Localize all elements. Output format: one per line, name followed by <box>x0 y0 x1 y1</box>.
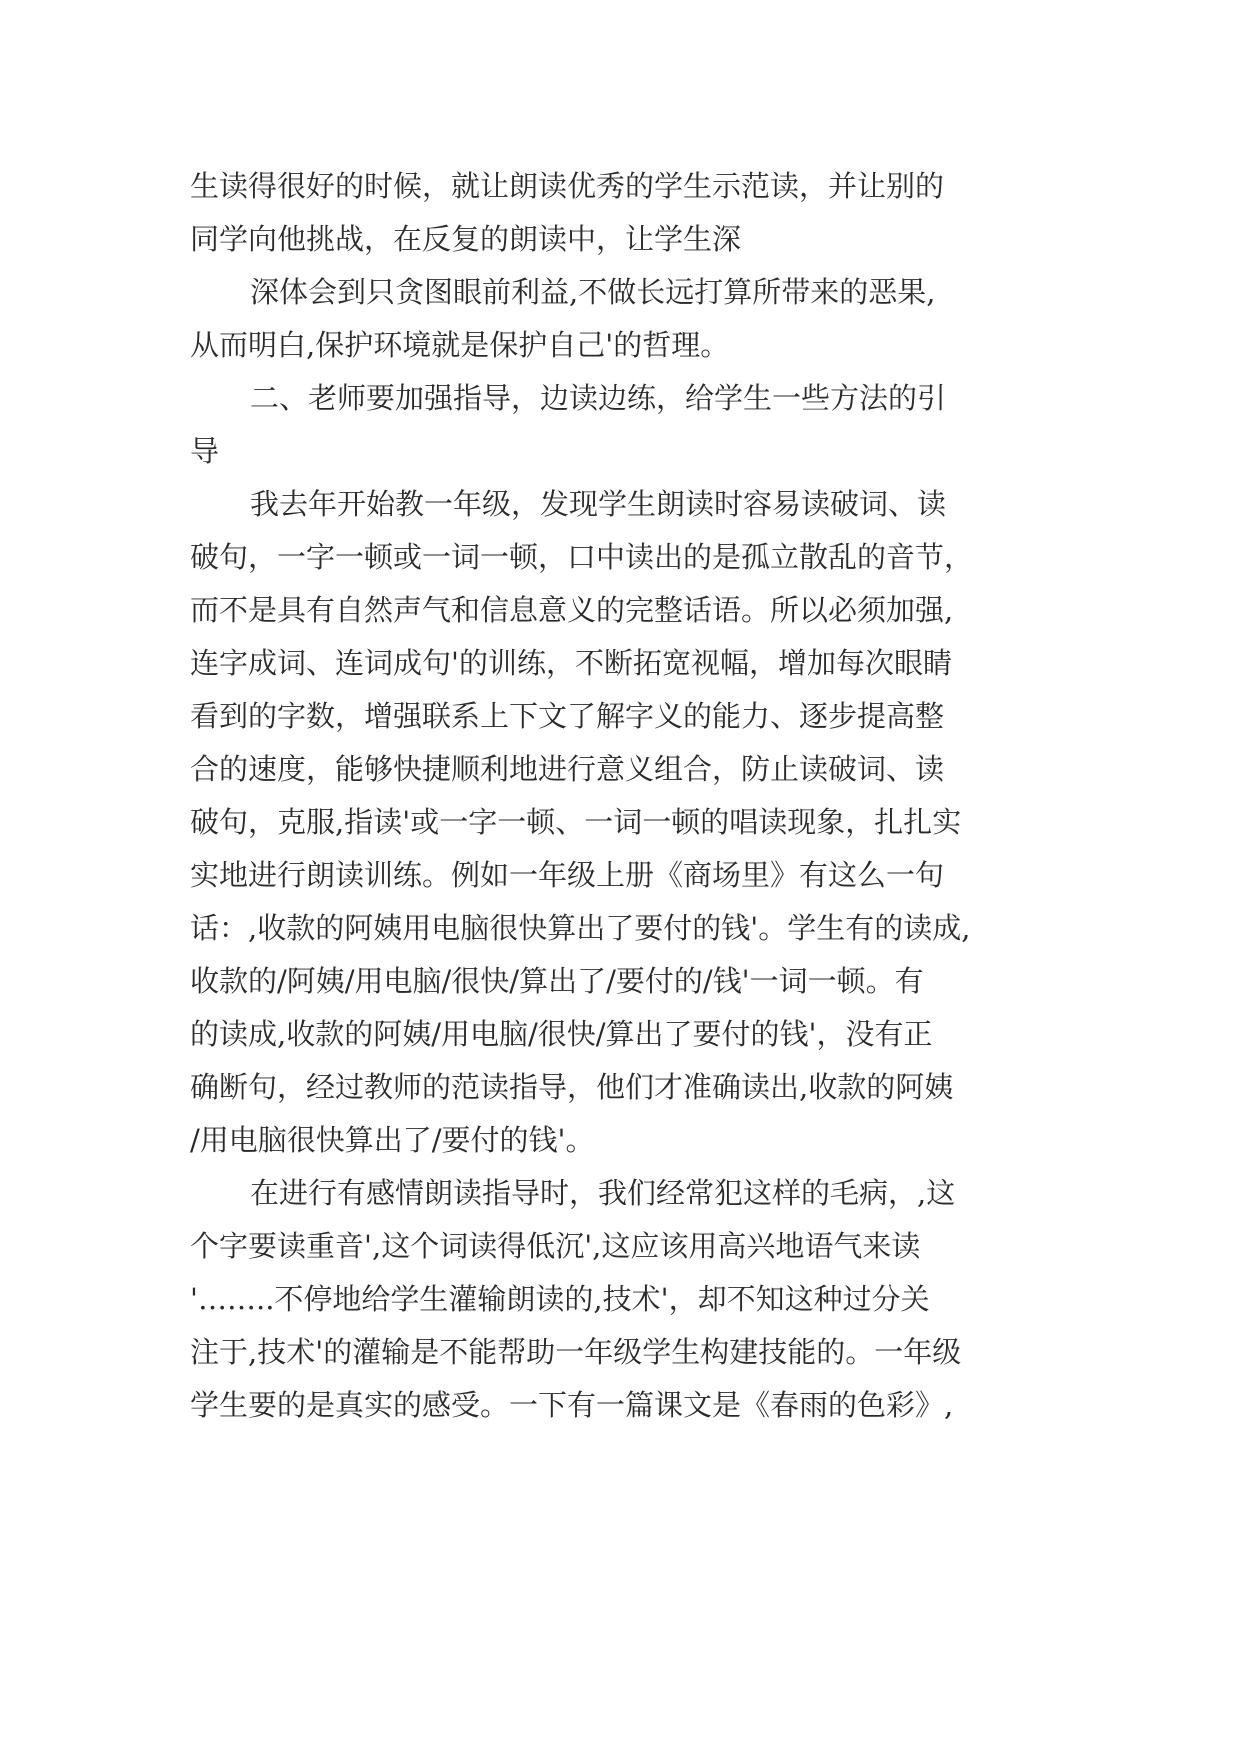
text-line: 收款的/阿姨/用电脑/很快/算出了/要付的/钱'一词一顿。有 <box>190 964 924 998</box>
text-line: 而不是具有自然声气和信息意义的完整话语。所以必须加强, <box>190 593 954 627</box>
text-line: 破句，克服,指读'或一字一顿、一词一顿的唱读现象，扎扎实 <box>190 805 962 839</box>
text-line: 合的速度，能够快捷顺利地进行意义组合，防止读破词、读 <box>190 752 945 786</box>
text-line: 学生要的是真实的感受。一下有一篇课文是《春雨的色彩》, <box>190 1388 954 1422</box>
text-line: 深体会到只贪图眼前利益,不做长远打算所带来的恶果, <box>250 275 936 309</box>
section-heading: 导 <box>190 434 220 468</box>
text-line: /用电脑很快算出了/要付的钱'。 <box>190 1123 595 1157</box>
text-line: 的读成,收款的阿姨/用电脑/很快/算出了要付的钱'，没有正 <box>190 1017 933 1051</box>
text-line: 看到的字数，增强联系上下文了解字义的能力、逐步提高整 <box>190 699 945 733</box>
text-line: 我去年开始教一年级，发现学生朗读时容易读破词、读 <box>250 487 947 521</box>
text-line: 话：,收款的阿姨用电脑很快算出了要付的钱'。学生有的读成, <box>190 911 971 945</box>
text-line: 确断句，经过教师的范读指导，他们才准确读出,收款的阿姨 <box>190 1070 954 1104</box>
text-line: 从而明白,保护环境就是保护自己'的哲理。 <box>190 328 730 362</box>
text-line: 个字要读重音',这个词读得低沉',这应该用高兴地语气来读 <box>190 1229 921 1263</box>
text-line: 同学向他挑战，在反复的朗读中，让学生深 <box>190 222 742 256</box>
text-line: 在进行有感情朗读指导时，我们经常犯这样的毛病，,这 <box>250 1176 956 1210</box>
text-line: 生读得很好的时候，就让朗读优秀的学生示范读，并让别的 <box>190 169 945 203</box>
section-heading: 二、老师要加强指导，边读边练，给学生一些方法的引 <box>250 381 947 415</box>
text-line: 实地进行朗读训练。例如一年级上册《商场里》有这么一句 <box>190 858 945 892</box>
document-body <box>190 160 1050 1432</box>
text-line: 注于,技术'的灌输是不能帮助一年级学生构建技能的。一年级 <box>190 1335 962 1369</box>
text-line: '……..不停地给学生灌输朗读的,技术'，却不知这种过分关 <box>190 1282 930 1316</box>
text-line: 连字成词、连词成句'的训练，不断拓宽视幅，增加每次眼睛 <box>190 646 952 680</box>
text-line: 破句，一字一顿或一词一顿，口中读出的是孤立散乱的音节， <box>190 540 974 574</box>
